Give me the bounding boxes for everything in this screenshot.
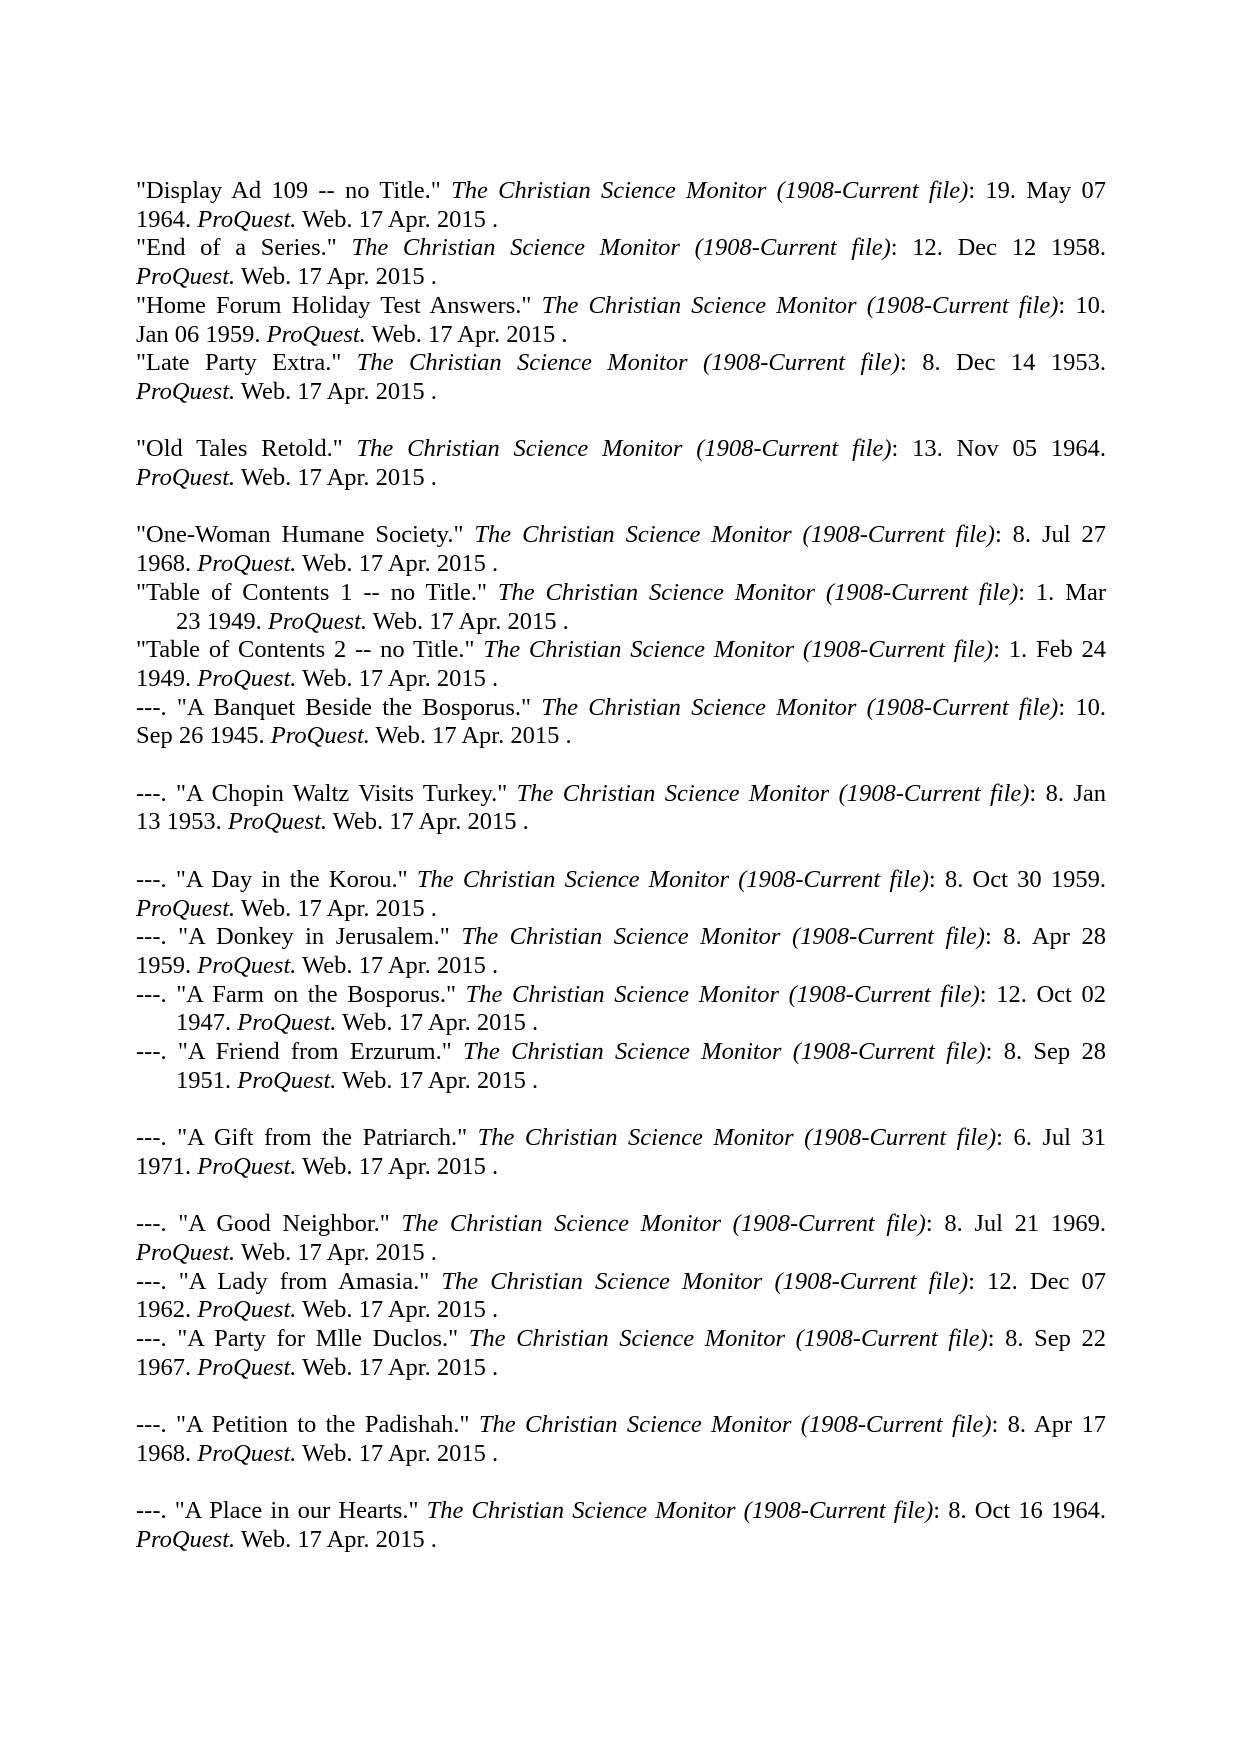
citation-text: : 8. Apr 28 [984,923,1106,951]
citation-line [136,234,1106,263]
citation-text: : 10. [1058,291,1106,319]
citation-line [136,1440,1106,1469]
citation-line [136,1497,1106,1526]
citation-entry [136,521,1106,578]
journal-title: The Christian Science Monitor (1908-Current file) [426,1497,934,1525]
citation-line [136,1153,1106,1182]
citation-text: : 12. Dec 07 [968,1267,1107,1295]
citation-text: : 8. Jan [1029,779,1107,807]
database-name: ProQuest. [197,205,297,233]
citation-text: 1971. [136,1152,198,1180]
database-name: ProQuest. [237,1066,337,1094]
citation-entry [136,1268,1106,1325]
citation-title: "Display Ad 109 -- no Title." [136,177,452,204]
bibliography-list [136,177,1106,1555]
access-date: Web. 17 Apr. 2015 . [235,894,437,922]
citation-title: ---. "A Place in our Hearts." [136,1497,427,1525]
citation-line [136,435,1106,464]
citation-entry [136,1325,1106,1382]
database-name: ProQuest. [197,664,297,692]
citation-line [136,665,1106,694]
citation-line [136,866,1106,895]
journal-title: The Christian Science Monitor (1908-Current file) [478,1411,992,1439]
citation-title: ---. "A Donkey in Jerusalem." [136,923,462,951]
access-date: Web. 17 Apr. 2015 . [296,205,499,233]
citation-entry [136,1210,1106,1267]
citation-text: : 1. Feb 24 [993,636,1107,664]
citation-title: ---. "A Petition to the Padishah." [136,1411,479,1439]
citation-entry [136,981,1106,1038]
citation-line [136,1411,1106,1440]
citation-entry [136,349,1106,406]
citation-title: ---. "A Lady from Amasia." [136,1267,442,1295]
access-date: Web. 17 Apr. 2015 . [296,550,499,578]
citation-title: ---. "A Friend from Erzurum." [136,1038,464,1066]
citation-text: 1959. [136,951,198,979]
journal-title: The Christian Science Monitor (1908-Current file) [416,865,929,893]
citation-title: "Home Forum Holiday Test Answers." [136,291,542,319]
citation-title: "One-Woman Humane Society." [136,521,475,549]
citation-line [136,1325,1106,1354]
citation-text: : 8. Sep 28 [985,1038,1106,1066]
access-date: Web. 17 Apr. 2015 . [336,1066,539,1094]
citation-text: : 8. Oct 16 1964. [933,1497,1106,1525]
citation-text: Sep 26 1945. [136,722,271,750]
database-name: ProQuest. [270,722,370,750]
database-name: ProQuest. [197,1152,297,1180]
citation-entry [136,694,1106,751]
citation-line [136,1526,1106,1555]
citation-text: 1947. [176,1009,238,1037]
citation-text: Jan 06 1959. [136,320,267,348]
citation-line [136,923,1106,952]
citation-text: : 8. Sep 22 [987,1325,1106,1353]
journal-title: The Christian Science Monitor (1908-Current file) [477,1124,997,1152]
database-name: ProQuest. [136,464,236,492]
citation-line [136,1296,1106,1325]
citation-text: 1964. [136,205,198,233]
citation-line [136,321,1106,350]
citation-text: 1949. [136,664,198,692]
citation-title: "Table of Contents 1 -- no Title." [136,578,498,606]
access-date: Web. 17 Apr. 2015 . [235,377,437,405]
citation-entry [136,636,1106,693]
journal-title: The Christian Science Monitor (1908-Current file) [461,923,985,951]
citation-text: 1968. [136,1439,198,1467]
access-date: Web. 17 Apr. 2015 . [369,722,572,750]
access-date: Web. 17 Apr. 2015 . [296,1296,499,1324]
database-name: ProQuest. [267,607,367,635]
journal-title: The Christian Science Monitor (1908-Current file) [516,779,1030,807]
database-name: ProQuest. [136,377,236,405]
citation-line [136,981,1106,1010]
database-name: ProQuest. [136,894,236,922]
access-date: Web. 17 Apr. 2015 . [296,664,499,692]
citation-text: 1968. [136,550,198,578]
citation-text: : 19. May 07 [968,177,1106,204]
citation-line [136,1268,1106,1297]
citation-text: : 8. Dec 14 1953. [899,349,1106,377]
citation-line [136,808,1106,837]
citation-text: : 8. Jul 27 [994,521,1106,549]
citation-line [136,378,1106,407]
citation-title: ---. "A Farm on the Bosporus." [136,980,466,1008]
database-name: ProQuest. [197,1353,297,1381]
database-name: ProQuest. [237,1009,337,1037]
access-date: Web. 17 Apr. 2015 . [367,607,569,635]
access-date: Web. 17 Apr. 2015 . [327,808,529,836]
journal-title: The Christian Science Monitor (1908-Current file) [497,578,1019,606]
citation-line [136,952,1106,981]
database-name: ProQuest. [197,550,297,578]
citation-line [136,608,1106,637]
citation-title: "Old Tales Retold." [136,435,357,463]
citation-title: "Late Party Extra." [136,349,357,377]
citation-title: ---. "A Day in the Korou." [136,865,417,893]
citation-line [136,1124,1106,1153]
citation-text: 13 1953. [136,808,228,836]
citation-entry [136,923,1106,980]
citation-entry [136,866,1106,923]
access-date: Web. 17 Apr. 2015 . [365,320,568,348]
citation-line [136,694,1106,723]
database-name: ProQuest. [136,263,236,291]
access-date: Web. 17 Apr. 2015 . [336,1009,539,1037]
citation-line [136,1210,1106,1239]
journal-title: The Christian Science Monitor (1908-Current file) [451,177,969,204]
journal-title: The Christian Science Monitor (1908-Current file) [541,693,1059,721]
citation-text: : 8. Apr 17 [991,1411,1106,1439]
citation-text: : 13. Nov 05 1964. [891,435,1106,463]
journal-title: The Christian Science Monitor (1908-Current file) [465,980,980,1008]
citation-line [136,292,1106,321]
journal-title: The Christian Science Monitor (1908-Current file) [401,1210,926,1238]
citation-title: "End of a Series." [136,234,352,262]
journal-title: The Christian Science Monitor (1908-Current file) [474,521,995,549]
journal-title: The Christian Science Monitor (1908-Current file) [441,1267,969,1295]
citation-line [136,349,1106,378]
access-date: Web. 17 Apr. 2015 . [296,1353,499,1381]
journal-title: The Christian Science Monitor (1908-Current file) [463,1038,986,1066]
citation-text: : 12. Oct 02 [979,980,1106,1008]
database-name: ProQuest. [227,808,327,836]
citation-text: : 8. Oct 30 1959. [928,865,1106,893]
database-name: ProQuest. [197,1439,297,1467]
citation-line [136,521,1106,550]
citation-title: ---. "A Gift from the Patriarch." [136,1124,478,1152]
citation-text: : 6. Jul 31 [996,1124,1106,1152]
citation-entry [136,780,1106,837]
access-date: Web. 17 Apr. 2015 . [235,1525,437,1553]
citation-line [136,1239,1106,1268]
citation-line [136,263,1106,292]
citation-line [136,636,1106,665]
citation-text: 1951. [176,1066,238,1094]
access-date: Web. 17 Apr. 2015 . [235,1238,437,1266]
citation-entry [136,435,1106,492]
database-name: ProQuest. [136,1238,236,1266]
database-name: ProQuest. [136,1525,236,1553]
access-date: Web. 17 Apr. 2015 . [235,464,437,492]
access-date: Web. 17 Apr. 2015 . [296,1439,499,1467]
citation-title: ---. "A Chopin Waltz Visits Turkey." [136,779,517,807]
citation-entry [136,292,1106,349]
citation-line [136,1038,1106,1067]
database-name: ProQuest. [266,320,366,348]
database-name: ProQuest. [197,1296,297,1324]
citation-line [136,1354,1106,1383]
access-date: Web. 17 Apr. 2015 . [296,1152,499,1180]
citation-entry [136,1411,1106,1468]
citation-title: ---. "A Party for Mlle Duclos." [136,1325,469,1353]
citation-text: 1967. [136,1353,198,1381]
citation-line [136,206,1106,235]
citation-title: "Table of Contents 2 -- no Title." [136,636,484,664]
citation-text: 23 1949. [176,607,268,635]
journal-title: The Christian Science Monitor (1908-Current file) [541,291,1059,319]
citation-text: : 12. Dec 12 1958. [890,234,1107,262]
citation-text: : 8. Jul 21 1969. [925,1210,1106,1238]
citation-line [136,895,1106,924]
citation-line [136,177,1106,206]
citation-title: ---. "A Good Neighbor." [136,1210,402,1238]
citation-line [136,550,1106,579]
citation-entry [136,1497,1106,1554]
citation-line [136,464,1106,493]
citation-text: : 1. Mar [1018,578,1106,606]
citation-entry [136,177,1106,234]
database-name: ProQuest. [197,951,297,979]
citation-text: 1962. [136,1296,198,1324]
journal-title: The Christian Science Monitor (1908-Current file) [356,349,900,377]
journal-title: The Christian Science Monitor (1908-Current file) [468,1325,988,1353]
journal-title: The Christian Science Monitor (1908-Current file) [356,435,892,463]
citation-line [136,1067,1106,1096]
journal-title: The Christian Science Monitor (1908-Current file) [351,234,891,262]
journal-title: The Christian Science Monitor (1908-Current file) [483,636,994,664]
citation-line [136,780,1106,809]
access-date: Web. 17 Apr. 2015 . [296,951,499,979]
citation-line [136,722,1106,751]
citation-entry [136,234,1106,291]
citation-entry [136,579,1106,636]
citation-text: : 10. [1058,693,1106,721]
citation-title: ---. "A Banquet Beside the Bosporus." [136,693,542,721]
citation-entry [136,1124,1106,1181]
citation-entry [136,1038,1106,1095]
citation-line [136,579,1106,608]
citation-line [136,1009,1106,1038]
access-date: Web. 17 Apr. 2015 . [235,263,437,291]
